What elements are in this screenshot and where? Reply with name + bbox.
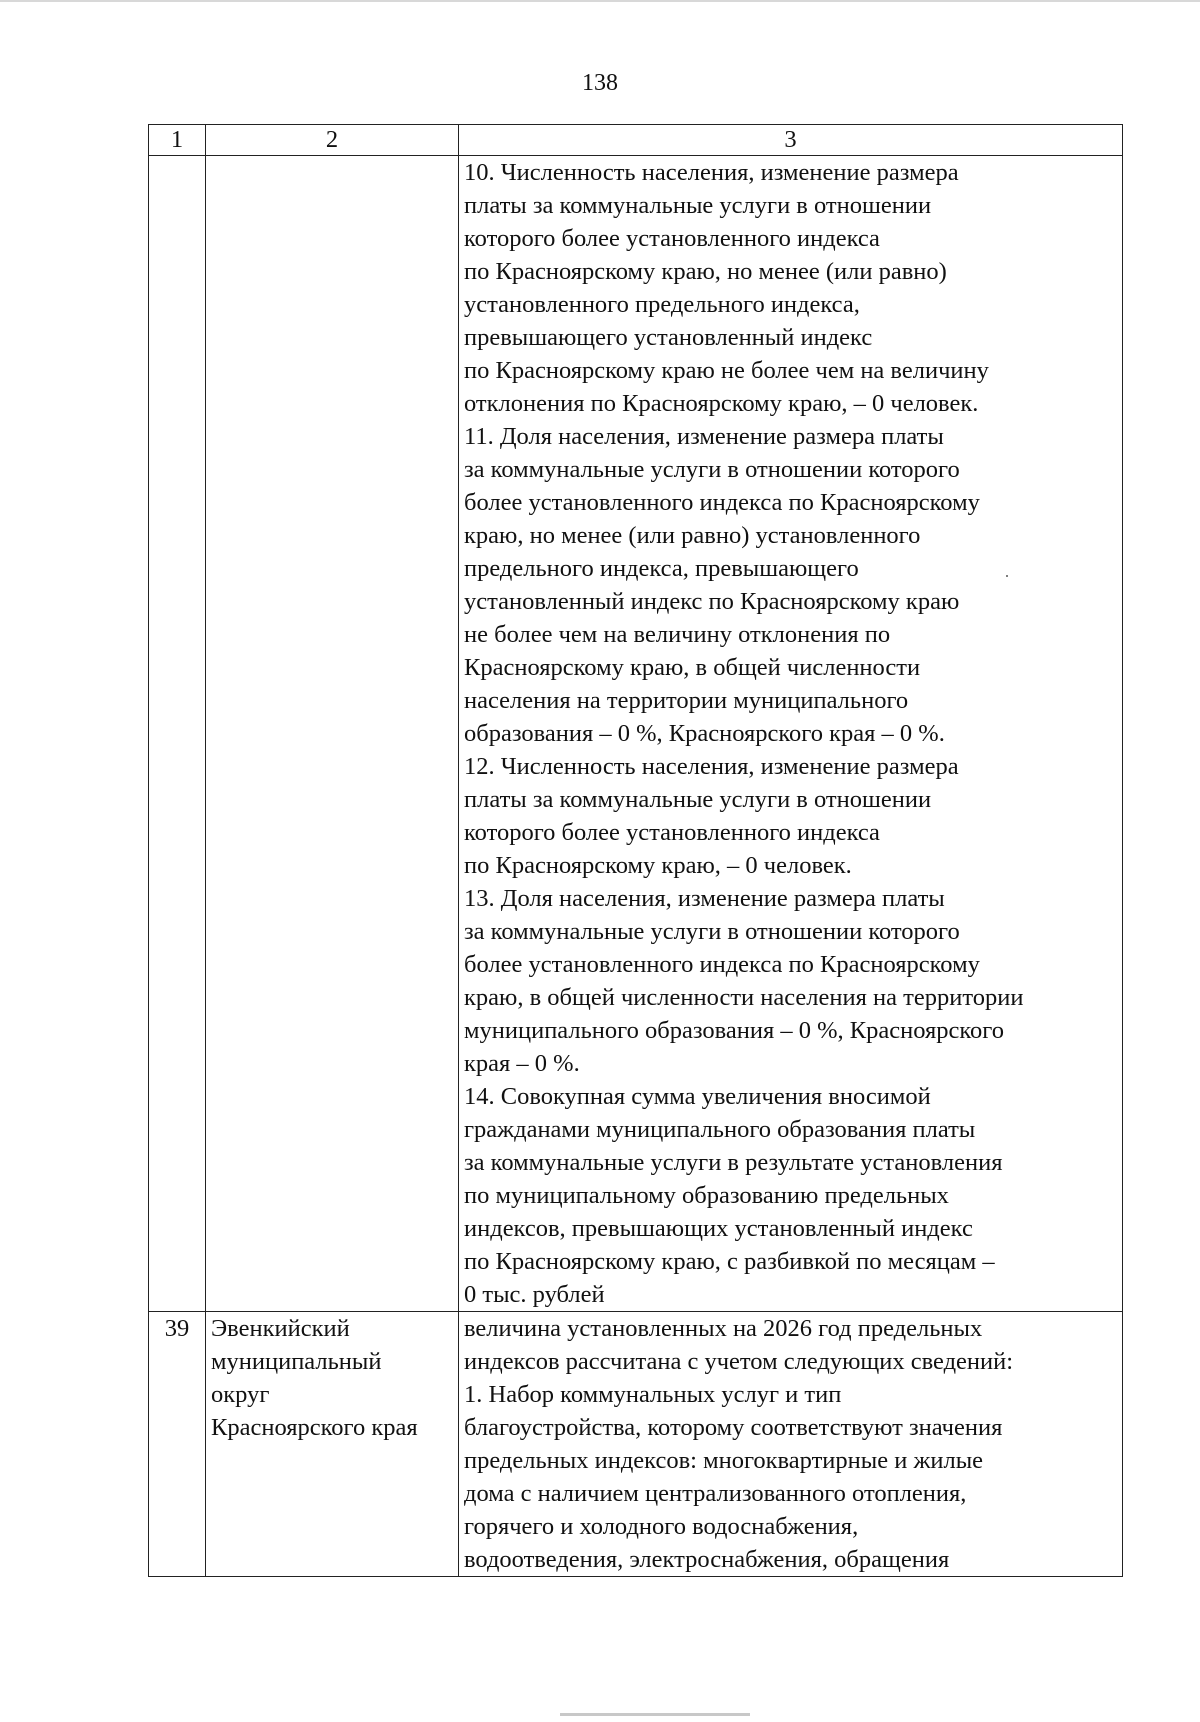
- text-line: индексов рассчитана с учетом следующих сведений:: [464, 1348, 1014, 1375]
- text-line: краю, в общей численности населения на территории: [464, 984, 1024, 1011]
- municipality-name-cell: [206, 156, 459, 1312]
- municipality-name-cell: [206, 1312, 459, 1577]
- name-line: Эвенкийский: [211, 1315, 350, 1342]
- text-line: по Красноярскому краю, – 0 человек.: [464, 852, 852, 879]
- text-line: гражданами муниципального образования платы: [464, 1116, 976, 1143]
- text-line: предельных индексов: многоквартирные и жилые: [464, 1447, 984, 1474]
- name-line: округ: [211, 1381, 270, 1408]
- text-line: по Красноярскому краю не более чем на величину: [464, 357, 989, 384]
- scan-speck: [1006, 575, 1008, 577]
- text-line: платы за коммунальные услуги в отношении: [464, 192, 932, 219]
- text-line: более установленного индекса по Красноярскому: [464, 951, 980, 978]
- text-line: не более чем на величину отклонения по: [464, 621, 891, 648]
- text-line: установленный индекс по Красноярскому краю: [464, 588, 960, 615]
- text-line: отклонения по Красноярскому краю, – 0 человек.: [464, 390, 979, 417]
- text-line: населения на территории муниципального: [464, 687, 909, 714]
- municipality-name: [206, 1312, 458, 1444]
- details-text: [459, 156, 1122, 1311]
- text-line: 0 тыс. рублей: [464, 1281, 605, 1308]
- text-line: предельного индекса, превышающего: [464, 555, 859, 582]
- text-line: горячего и холодного водоснабжения,: [464, 1513, 859, 1540]
- text-line: 11. Доля населения, изменение размера платы: [464, 423, 944, 450]
- text-line: по муниципальному образованию предельных: [464, 1182, 949, 1209]
- text-line: по Красноярскому краю, с разбивкой по месяцам –: [464, 1248, 995, 1275]
- column-header-3: 3: [459, 125, 1123, 156]
- column-header-2: 2: [206, 125, 459, 156]
- text-line: благоустройства, которому соответствуют значения: [464, 1414, 1003, 1441]
- details-cell: [459, 156, 1123, 1312]
- row-number-cell: 39: [149, 1312, 206, 1577]
- table-row-continuation: [149, 156, 1123, 1312]
- text-line: индексов, превышающих установленный индекс: [464, 1215, 973, 1242]
- text-line: которого более установленного индекса: [464, 225, 880, 252]
- text-line: муниципального образования – 0 %, Красноярского: [464, 1017, 1004, 1044]
- page-number: 138: [582, 70, 618, 96]
- text-line: Красноярскому краю, в общей численности: [464, 654, 921, 681]
- text-line: по Красноярскому краю, но менее (или равно): [464, 258, 947, 285]
- name-line: Красноярского края: [211, 1414, 418, 1441]
- text-line: 10. Численность населения, изменение размера: [464, 159, 959, 186]
- column-header-1: 1: [149, 125, 206, 156]
- text-line: установленного предельного индекса,: [464, 291, 860, 318]
- details-cell: [459, 1312, 1123, 1577]
- text-line: водоотведения, электроснабжения, обращения: [464, 1546, 950, 1573]
- indices-table: [148, 124, 1123, 1577]
- text-line: за коммунальные услуги в результате установления: [464, 1149, 1003, 1176]
- text-line: платы за коммунальные услуги в отношении: [464, 786, 932, 813]
- text-line: превышающего установленный индекс: [464, 324, 873, 351]
- text-line: 1. Набор коммунальных услуг и тип: [464, 1381, 842, 1408]
- text-line: образования – 0 %, Красноярского края – 0 %.: [464, 720, 945, 747]
- text-line: за коммунальные услуги в отношении которого: [464, 918, 960, 945]
- text-line: 13. Доля населения, изменение размера платы: [464, 885, 945, 912]
- text-line: величина установленных на 2026 год предельных: [464, 1315, 983, 1342]
- text-line: которого более установленного индекса: [464, 819, 880, 846]
- text-line: края – 0 %.: [464, 1050, 580, 1077]
- details-text: [459, 1312, 1122, 1576]
- table-row-39: [149, 1312, 1123, 1577]
- name-line: муниципальный: [211, 1348, 382, 1375]
- text-line: 14. Совокупная сумма увеличения вносимой: [464, 1083, 931, 1110]
- text-line: краю, но менее (или равно) установленного: [464, 522, 921, 549]
- top-edge-rule: [0, 0, 1200, 2]
- scan-bottom-mark: [560, 1713, 750, 1716]
- text-line: за коммунальные услуги в отношении которого: [464, 456, 960, 483]
- text-line: 12. Численность населения, изменение размера: [464, 753, 959, 780]
- text-line: более установленного индекса по Красноярскому: [464, 489, 980, 516]
- row-number-cell: [149, 156, 206, 1312]
- text-line: дома с наличием централизованного отопления,: [464, 1480, 967, 1507]
- table-header-row: [149, 125, 1123, 156]
